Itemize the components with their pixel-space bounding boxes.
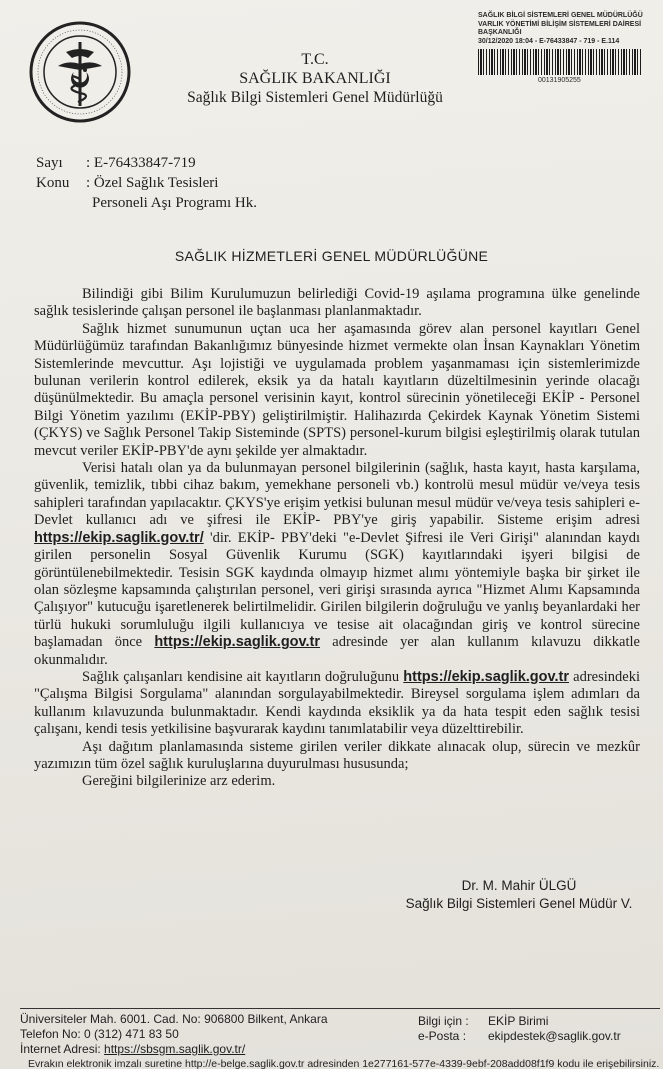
konu-value-continued: Personeli Aşı Programı Hk.	[92, 195, 257, 211]
email-value[interactable]: ekipdestek@saglik.gov.tr	[488, 1029, 621, 1043]
email-label: e-Posta :	[418, 1029, 467, 1043]
signatory-title: Sağlık Bilgi Sistemleri Genel Müdür V.	[405, 896, 633, 911]
stamp-line: SAĞLIK BİLGİ SİSTEMLERİ GENEL MÜDÜRLÜĞÜ	[478, 12, 643, 19]
footer-phone: Telefon No: 0 (312) 471 83 50	[20, 1027, 179, 1041]
addressee: SAĞLIK HİZMETLERİ GENEL MÜDÜRLÜĞÜNE	[174, 248, 489, 264]
paragraph-6: Gereğini bilgilerinize arz ederim.	[82, 773, 276, 790]
paragraph-3-text: adresinde yer alan kullanım kılavuzu dikkatle okunmalıdır.	[34, 634, 640, 668]
konu-value: : Özel Sağlık Tesisleri	[86, 175, 219, 191]
paragraph-5: Aşı dağıtım planlamasında sisteme girilen veriler dikkate alınacak olup, sürecin ve mezkûr yazımızın tüm özel sağlık kuruluşlarına duyurulması hususunda;	[34, 738, 640, 772]
barcode-number: 00131905255	[538, 77, 581, 85]
stamp-date-line: 30/12/2020 18:04 - E-76433847 - 719 - E.114	[478, 37, 620, 45]
ministry-logo	[28, 20, 132, 124]
header-tc: T.C.	[301, 51, 329, 68]
signatory-name: Dr. M. Mahir ÜLGÜ	[461, 878, 577, 893]
ekip-link[interactable]: https://ekip.saglik.gov.tr/	[34, 529, 204, 546]
header-ministry: SAĞLIK BAKANLIĞI	[239, 70, 391, 87]
footer-web-link[interactable]: https://sbsgm.saglik.gov.tr/	[104, 1042, 246, 1056]
paragraph-1: Bilindiği gibi Bilim Kurulumuzun belirlediği Covid-19 aşılama programına ülke genelinde sağlık tesislerinde çalışan personel ile başlanması planlanmaktadır.	[34, 286, 640, 320]
verification-note: Evrakın elektronik imzalı suretine http://e-belge.saglik.gov.tr adresinden 1e277161-577e-4339-9ebf-208add08f1f9 kodu ile erişebilirsiniz.	[28, 1058, 660, 1069]
sayi-label: Sayı	[36, 155, 63, 171]
info-value: EKİP Birimi	[488, 1014, 549, 1028]
paragraph-3-text: 'dir. EKİP- PBY'deki "e-Devlet Şifresi ile Veri Girişi" alanından kaydı girilen personelin Sosyal Güvenlik Kurumu (SGK) kayıtlarındaki işyeri bilgisi de görüntülenebilmektedir. Tesisin SGK kaydında olmayıp hizmet alımı yöntemiyle başka bir şirket ile olan sözleşme kapsamında çalıştırılan personel, veri girişi sırasında ayrıca "Hizmet Alımı Kapsamında Çalışıyor" kutucuğu işaretlenerek belirtilmelidir. Girilen bilgilerin doğruluğu ve yanlış beyanlardaki her türlü hukuki sorumluluğu ilgili kullanıcıya ve tesise ait olacağından giriş ve kontrol sürecine başlamadan önce	[34, 529, 640, 651]
barcode	[478, 49, 643, 75]
paragraph-2: Sağlık hizmet sunumunun uçtan uca her aşamasında görev alan personel kayıtları Genel Müdürlüğümüz tarafından Bakanlığımız bünyesinde hizmet vermekte olan İnsan Kaynakları Yönetim Sistemlerinde mevcuttur. Aşı lojistiği ve uygulamada problem yaşanmaması için sistemlerimizde bulunan verilerin kontrol edilerek, eksik ya da hatalı kayıtların düzeltilmesinin yerinde olacağı düşünülmektedir. Bu amaçla personel verisinin kayıt, kontrol sürecinin yönetileceği EKİP - Personel Bilgi Yönetim yazılımı (EKİP-PBY) geliştirilmiştir. Halihazırda Çekirdek Kaynak Yönetim Sistemi (ÇKYS) ve Sağlık Personel Takip Sisteminde (SPTS) personel-kurum bilgisi eşleştirilmiş olarak tutulan mevcut veriler EKİP-PBY'de aynı şekilde yer almaktadır.	[34, 320, 640, 459]
paragraph-3	[34, 460, 640, 669]
paragraph-3-text: Verisi hatalı olan ya da bulunmayan personel bilgilerinin (sağlık, hasta kayıt, hasta karşılama, güvenlik, temizlik, tıbbi cihaz bakım, yemekhane personeli vb.) kontrolü mesul müdür ve/veya tesis sahipleri tarafından yapılacaktır. ÇKYS'ye erişim yetkisi bulunan mesul müdür ve/veya tesis sahipleri e-Devlet kullanıcı adı ve şifresi ile EKİP- PBY'ye giriş yapabilir. Sisteme erişim adresi	[34, 460, 640, 529]
paragraph-4-text: Sağlık çalışanları kendisine ait kayıtların doğruluğunu	[82, 668, 404, 685]
signature-block	[384, 877, 654, 913]
letter-body	[34, 286, 640, 791]
info-label: Bilgi için :	[418, 1014, 469, 1028]
paragraph-4-text: adresindeki "Çalışma Bilgisi Sorgulama" alanından sorgulayabilmektedir. Bireysel sorgulama işlem adımları da kullanım kılavuzunda bulunmaktadır. Kendi kaydında eksiklik ya da hata tespit eden sağlık tesisi çalışanı, kendi tesis yetkilisine başvurarak kaydını tanımlatabilir veya düzelttirebilir.	[34, 668, 640, 738]
paragraph-4	[34, 669, 640, 739]
footer-address: Üniversiteler Mah. 6001. Cad. No: 906800 Bilkent, Ankara	[20, 1012, 328, 1026]
sayi-value: : E-76433847-719	[86, 155, 196, 171]
registry-stamp	[478, 12, 663, 86]
ekip-link[interactable]: https://ekip.saglik.gov.tr	[403, 668, 569, 685]
footer-contact	[20, 1012, 328, 1057]
footer-divider	[20, 1008, 660, 1009]
letterhead	[150, 50, 480, 107]
footer-web-label: İnternet Adresi:	[20, 1042, 105, 1056]
stamp-line: VARLIK YÖNETİMİ BİLİŞİM SİSTEMLERİ DAİRESİ	[478, 20, 642, 28]
konu-label: Konu	[36, 175, 70, 191]
footer-info	[418, 1014, 621, 1044]
ekip-link[interactable]: https://ekip.saglik.gov.tr	[154, 634, 321, 651]
stamp-line: BAŞKANLIĞI	[478, 29, 522, 37]
header-directorate: Sağlık Bilgi Sistemleri Genel Müdürlüğü	[187, 89, 443, 106]
document-meta	[36, 153, 257, 213]
